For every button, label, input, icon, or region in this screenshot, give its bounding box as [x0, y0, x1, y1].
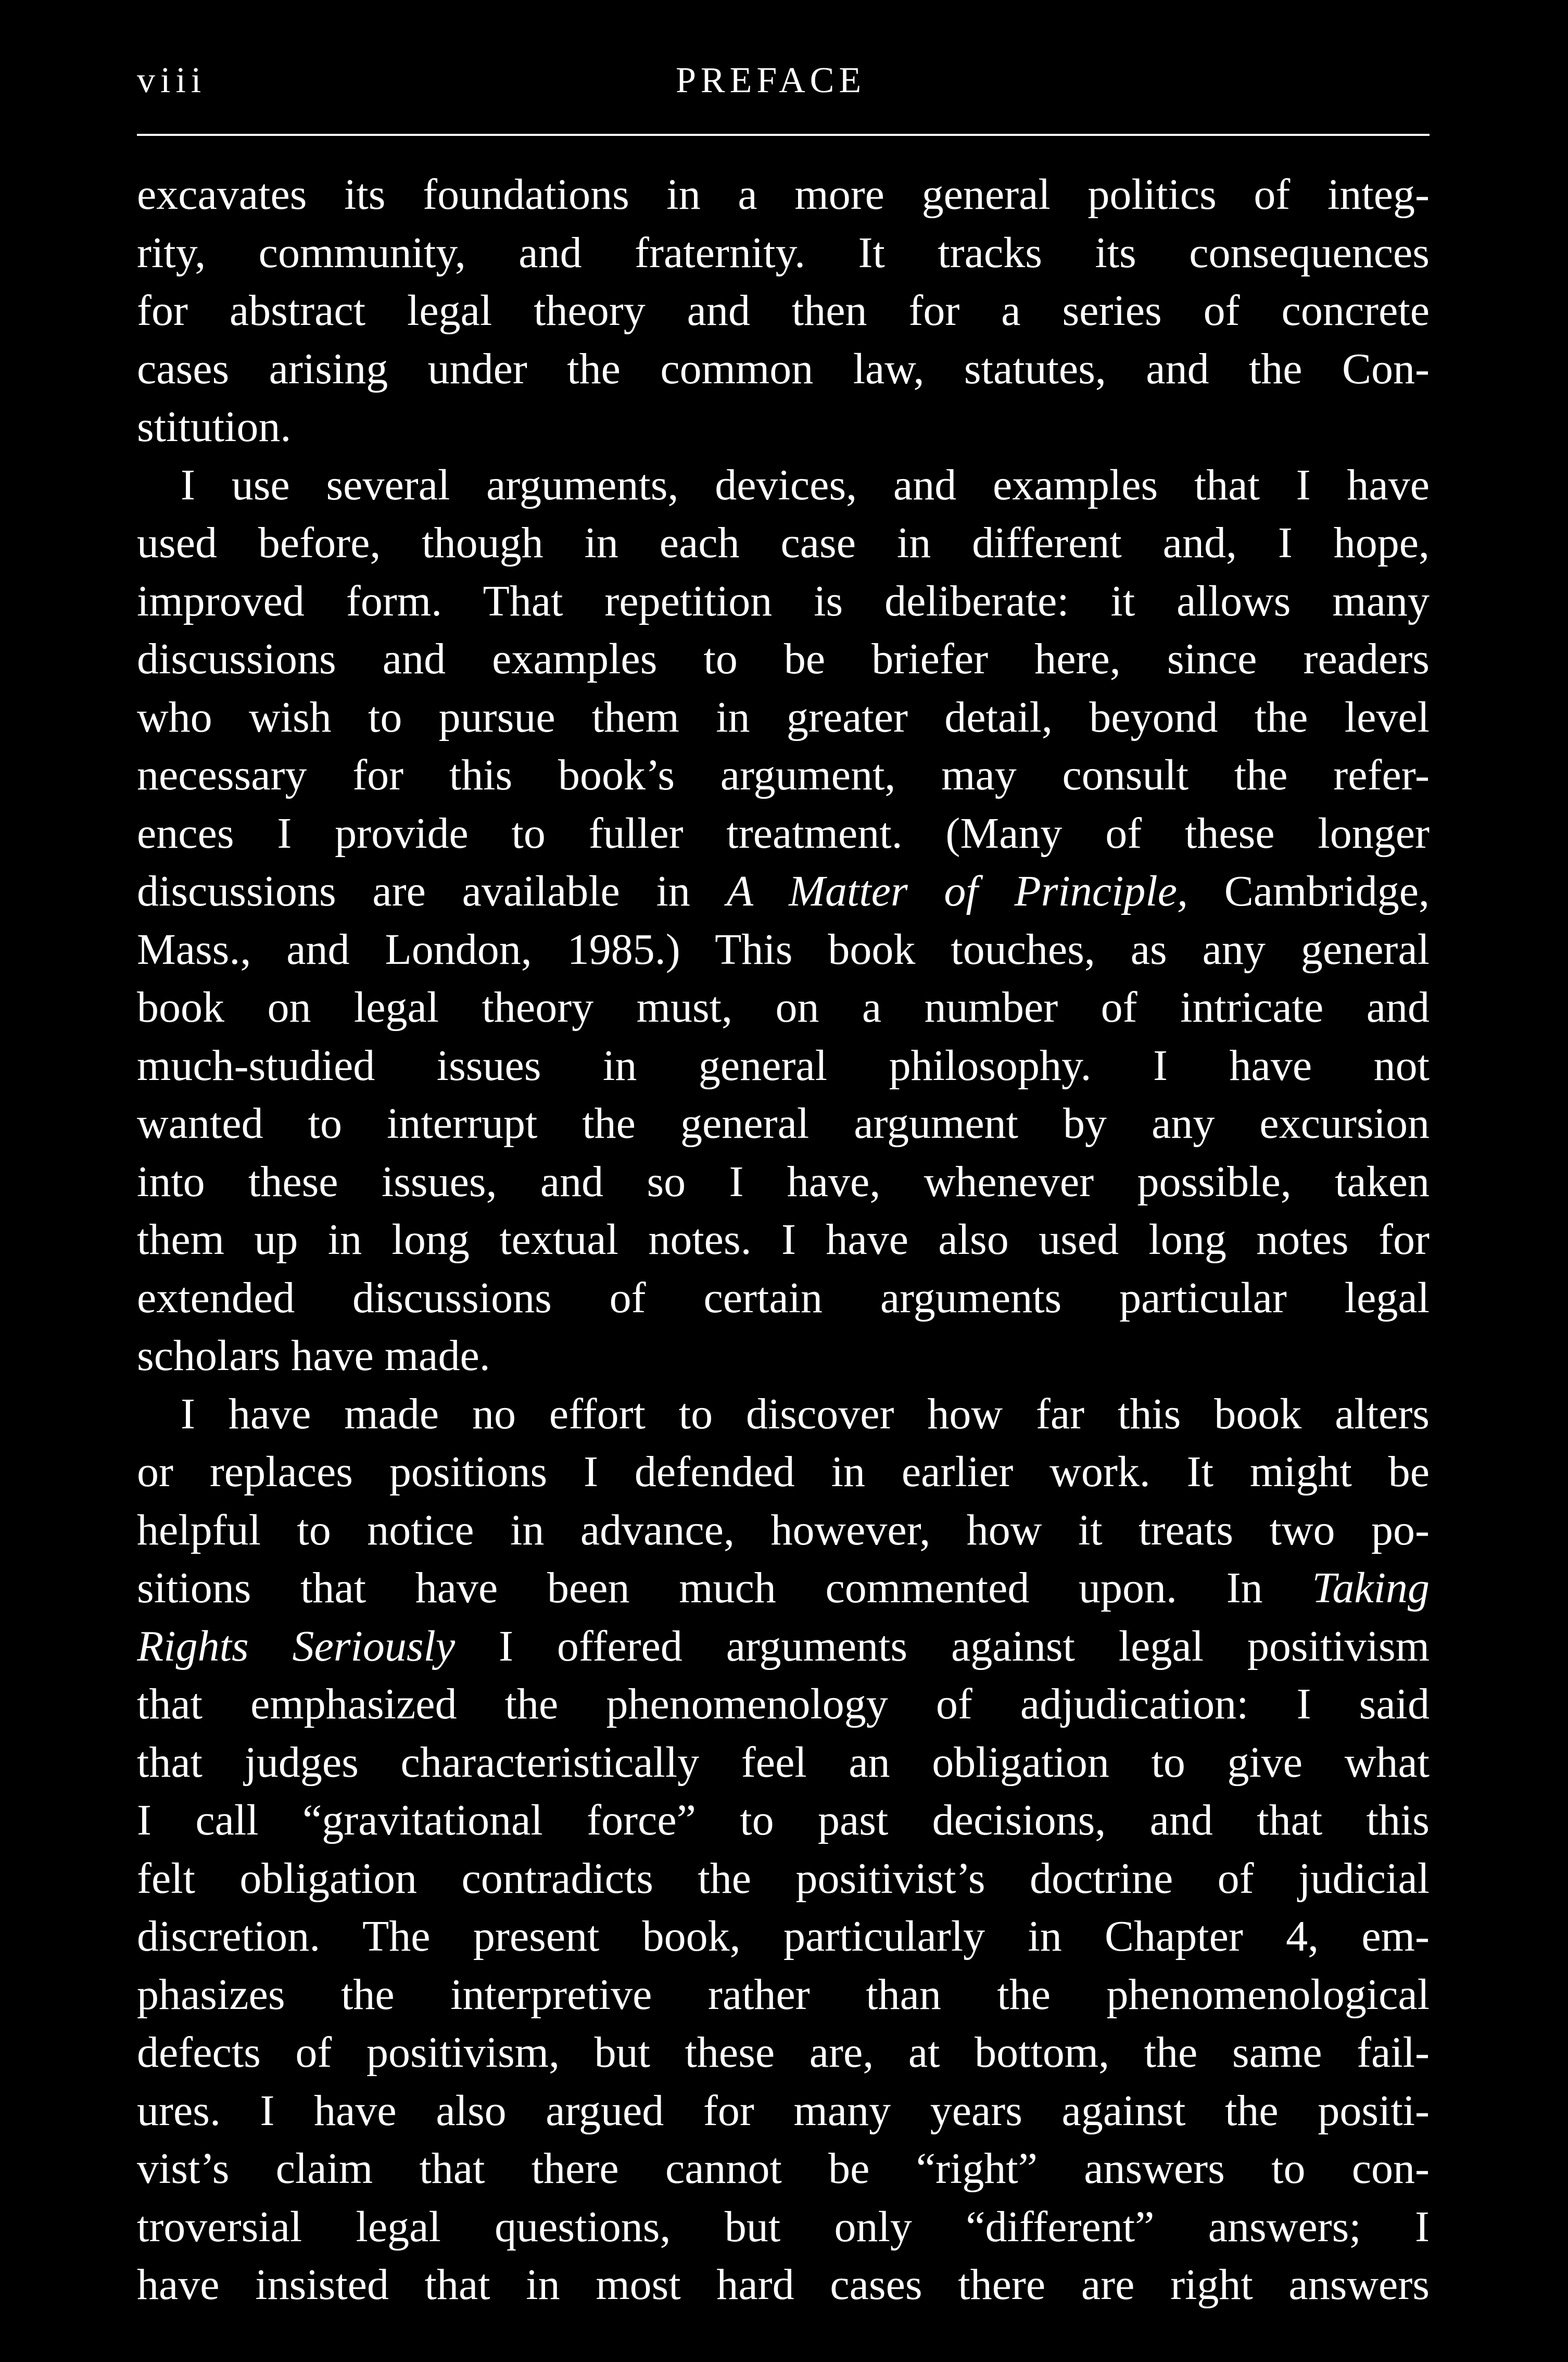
text-line: helpful to notice in advance, however, how it treats two po- — [137, 1505, 1430, 1554]
text-line: used before, though in each case in different and, I hope, — [137, 519, 1430, 567]
text-line: I call “gravitational force” to past decisions, and that this — [137, 1796, 1430, 1844]
text-line: improved form. That repetition is deliberate: it allows many — [137, 576, 1430, 625]
running-head — [137, 52, 1430, 109]
text-line: or replaces positions I defended in earlier work. It might be — [137, 1448, 1430, 1496]
text-line: felt obligation contradicts the positivist’s doctrine of judicial — [137, 1854, 1430, 1903]
text-line: Mass., and London, 1985.) This book touches, as any general — [137, 925, 1430, 974]
text-line: cases arising under the common law, statutes, and the Con- — [137, 344, 1430, 393]
text-line: troversial legal questions, but only “different” answers; I — [137, 2202, 1430, 2251]
text-line: who wish to pursue them in greater detail, beyond the level — [137, 693, 1430, 742]
text-line: discussions are available in A Matter of Principle, Cambridge, — [137, 867, 1430, 915]
text-line: discretion. The present book, particularly in Chapter 4, em- — [137, 1912, 1430, 1961]
italic-book-title: A Matter of Principle, — [726, 867, 1188, 915]
text-line: ences I provide to fuller treatment. (Many of these longer — [137, 809, 1430, 858]
running-title: PREFACE — [676, 60, 866, 100]
text-line: Rights Seriously I offered arguments against legal positivism — [137, 1622, 1430, 1670]
text-line: ures. I have also argued for many years against the positi- — [137, 2086, 1430, 2135]
text-line: extended discussions of certain arguments particular legal — [137, 1273, 1430, 1322]
text-line: wanted to interrupt the general argument by any excursion — [137, 1099, 1430, 1148]
text-line: I have made no effort to discover how far this book alters — [181, 1389, 1430, 1438]
text-line: I use several arguments, devices, and examples that I have — [181, 460, 1430, 509]
text-line: discussions and examples to be briefer here, since readers — [137, 635, 1430, 683]
text-line: into these issues, and so I have, whenever possible, taken — [137, 1157, 1430, 1206]
text-line: them up in long textual notes. I have also used long notes for — [137, 1215, 1430, 1264]
text-line: defects of positivism, but these are, at bottom, the same fail- — [137, 2028, 1430, 2077]
text-line: phasizes the interpretive rather than the phenomenological — [137, 1970, 1430, 2019]
text-line: sitions that have been much commented upon. In Taking — [137, 1564, 1430, 1612]
text-line: scholars have made. — [137, 1331, 490, 1380]
text-line: that emphasized the phenomenology of adjudication: I said — [137, 1680, 1430, 1728]
text-line: vist’s claim that there cannot be “right” answers to con- — [137, 2144, 1430, 2193]
text-line: excavates its foundations in a more general politics of integ- — [137, 170, 1430, 219]
text-line: that judges characteristically feel an obligation to give what — [137, 1738, 1430, 1787]
text-line: have insisted that in most hard cases there are right answers — [137, 2260, 1430, 2309]
text-line: much-studied issues in general philosophy. I have not — [137, 1041, 1430, 1090]
text-line: rity, community, and fraternity. It tracks its consequences — [137, 228, 1430, 277]
text-line: stitution. — [137, 403, 292, 451]
body-text — [137, 166, 1430, 2314]
text-line: for abstract legal theory and then for a series of concrete — [137, 286, 1430, 335]
text-line: necessary for this book’s argument, may consult the refer- — [137, 751, 1430, 799]
text-line: book on legal theory must, on a number of intricate and — [137, 983, 1430, 1032]
page-number: viii — [137, 60, 207, 100]
italic-book-title: Rights Seriously — [137, 1622, 456, 1670]
header-rule — [137, 134, 1430, 136]
italic-book-title: Taking — [1312, 1564, 1430, 1612]
